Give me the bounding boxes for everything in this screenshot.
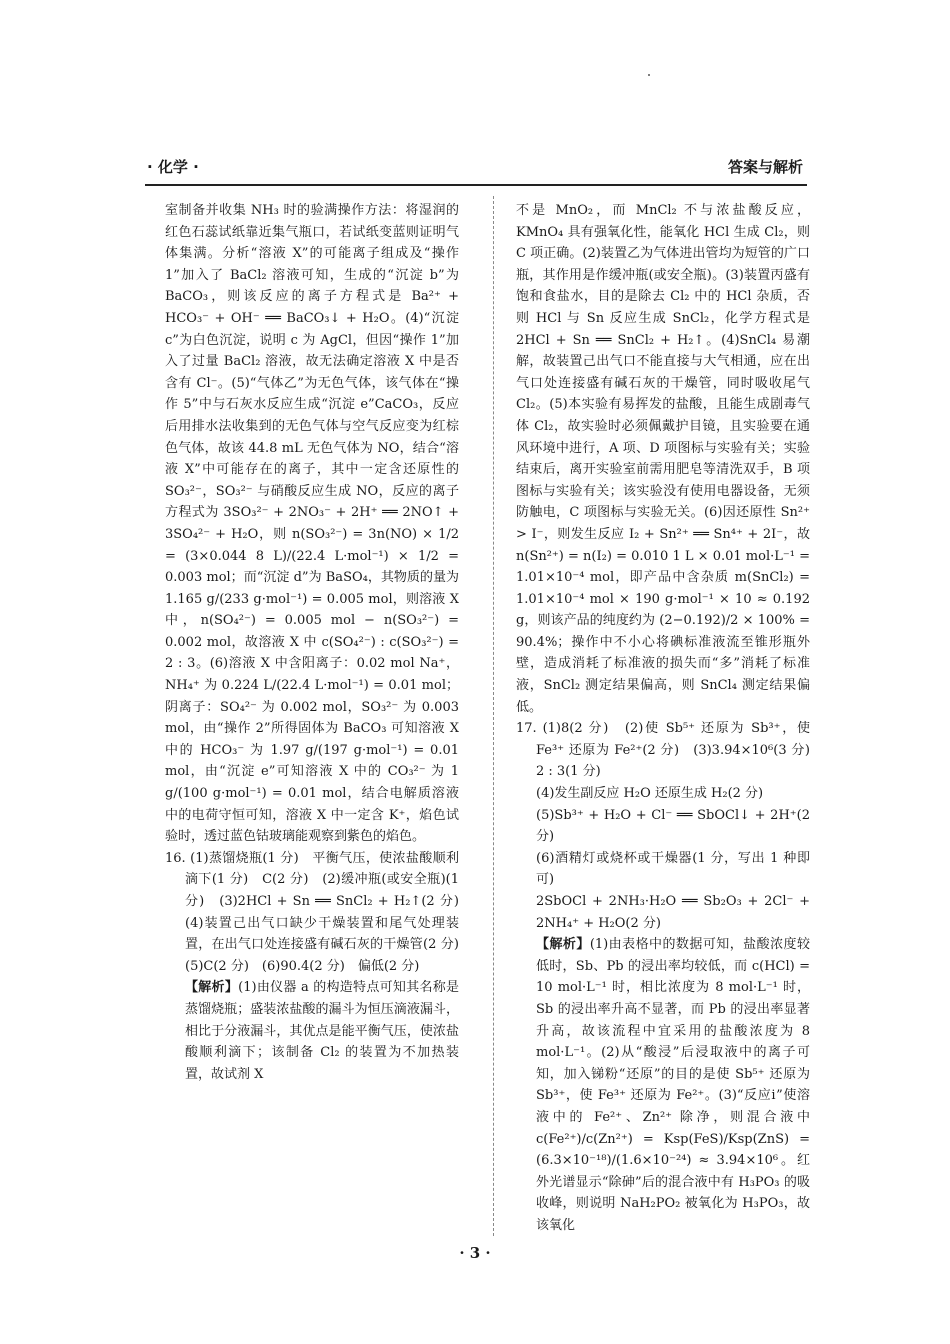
paragraph-q17-answer: 17. (1)8(2 分) (2)使 Sb⁵⁺ 还原为 Sb³⁺，使 Fe³⁺ 还原为 Fe²⁺(2 分) (3)3.94×10⁶(3 分) 2 : 3(1 分) [516, 721, 824, 780]
header-subject: · 化学 · [147, 158, 199, 176]
header-rule [145, 184, 807, 186]
paragraph-q17-equation: 2SbOCl + 2NH₃·H₂O ══ Sb₂O₃ + 2Cl⁻ + 2NH₄⁺ + H₂O(2 分) [536, 894, 810, 931]
paragraph-q17-answer-5: (5)Sb³⁺ + H₂O + Cl⁻ ══ SbOCl↓ + 2H⁺(2 分) [536, 807, 810, 845]
left-column [165, 200, 473, 1085]
paragraph-q17-answer-6: (6)酒精灯或烧杯或干燥器(1 分，写出 1 种即可) [536, 850, 810, 888]
paragraph-q16-answer: 16. (1)蒸馏烧瓶(1 分) 平衡气压，使浓盐酸顺利滴下(1 分) C(2 分) (2)缓冲瓶(或安全瓶)(1 分) (3)2HCl + Sn ══ SnCl₂ + H₂↑(2 分) (4)装置己出气口缺少干燥装置和尾气处理装置，在出气口处连接盛有碱石灰的干燥管(2 分) (5)C(2 分) (6)90.4(2 分) 偏低(2 分) [165, 850, 473, 974]
analysis-label: 【解析】 [536, 937, 590, 953]
scan-dot [648, 74, 650, 76]
paragraph-q17-analysis [516, 934, 810, 1236]
paragraph-q16-analysis-continued: 不是 MnO₂，而 MnCl₂ 不与浓盐酸反应，KMnO₄ 具有强氧化性，能氧化 HCl 生成 Cl₂，则 C 项正确。(2)装置乙为气体进出管均为短管的广口瓶，其作用是作缓冲瓶(或安全瓶)。(3)装置丙盛有饱和食盐水，目的是除去 Cl₂ 中的 HCl 杂质，否则 HCl 与 Sn 反应生成 SnCl₂，化学方程式是 2HCl + Sn ══ SnCl₂ + H₂↑。(4)SnCl₄ 易潮解，故装置己出气口不能直接与大气相通，应在出气口处连接盛有碱石灰的干燥管，同时吸收尾气 Cl₂。(5)本实验有易挥发的盐酸，且能生成剧毒气体 Cl₂，故实验时必须佩戴护目镜，且实验要在通风环境中进行，A 项、D 项图标与实验有关；实验结束后，离开实验室前需用肥皂等清洗双手，B 项图标与实验有关；该实验没有使用电器设备，无须防触电，C 项图标与实验无关。(6)因还原性 Sn²⁺ > I⁻，则发生反应 I₂ + Sn²⁺ ══ Sn⁴⁺ + 2I⁻，故 n(Sn²⁺) = n(I₂) = 0.010 1 L × 0.01 mol·L⁻¹ = 1.01×10⁻⁴ mol，即产品中含杂质 m(SnCl₂) = 1.01×10⁻⁴ mol × 190 g·mol⁻¹ × 10 ≈ 0.192 g，则该产品的纯度约为 (2−0.192)/2 × 100% = 90.4%；操作中不小心将碘标准液流至锥形瓶外壁，造成消耗了标准液的损失而“多”消耗了标准液，SnCl₂ 测定结果偏高，则 SnCl₄ 测定结果偏低。 [516, 203, 810, 715]
analysis-text: (1)由仪器 a 的构造特点可知其名称是蒸馏烧瓶；盛装浓盐酸的漏斗为恒压滴液漏斗，相比于分液漏斗，其优点是能平衡气压，使浓盐酸顺利滴下；该制备 Cl₂ 的装置为不加热装置，故试剂 X [185, 980, 459, 1082]
paragraph-q17-answer-4: (4)发生副反应 H₂O 还原生成 H₂(2 分) [536, 786, 764, 802]
page-number: · 3 · [459, 1244, 491, 1262]
right-column [516, 200, 824, 1237]
analysis-label: 【解析】 [185, 980, 239, 996]
paragraph-q16-analysis [165, 977, 459, 1085]
header-title: 答案与解析 [727, 158, 803, 176]
column-divider [493, 196, 494, 1236]
paragraph-q15-continued: 室制备并收集 NH₃ 时的验满操作方法：将湿润的红色石蕊试纸靠近集气瓶口，若试纸变蓝则证明气体集满。分析“溶液 X”的可能离子组成及“操作 1”加入了 BaCl₂ 溶液可知，生成的“沉淀 b”为 BaCO₃，则该反应的离子方程式是 Ba²⁺ + HCO₃⁻ + OH⁻ ══ BaCO₃↓ + H₂O。(4)“沉淀 c”为白色沉淀，说明 c 为 AgCl，但因“操作 1”加入了过量 BaCl₂ 溶液，故无法确定溶液 X 中是否含有 Cl⁻。(5)“气体乙”为无色气体，该气体在“操作 5”中与石灰水反应生成“沉淀 e”CaCO₃，反应后用排水法收集到的无色气体与空气反应变为红棕色气体，故该 44.8 mL 无色气体为 NO，结合“溶液 X”中可能存在的离子，其中一定含还原性的 SO₃²⁻，SO₃²⁻ 与硝酸反应生成 NO，反应的离子方程式为 3SO₃²⁻ + 2NO₃⁻ + 2H⁺ ══ 2NO↑ + 3SO₄²⁻ + H₂O，则 n(SO₃²⁻) = 3n(NO) × 1/2 = (3×0.044 8 L)/(22.4 L·mol⁻¹) × 1/2 = 0.003 mol；而“沉淀 d”为 BaSO₄，其物质的量为 1.165 g/(233 g·mol⁻¹) = 0.005 mol，则溶液 X 中，n(SO₄²⁻) = 0.005 mol − n(SO₃²⁻) = 0.002 mol，故溶液 X 中 c(SO₄²⁻) : c(SO₃²⁻) = 2 : 3。(6)溶液 X 中含阳离子：0.02 mol Na⁺，NH₄⁺ 为 0.224 L/(22.4 L·mol⁻¹) = 0.01 mol；阴离子：SO₄²⁻ 为 0.002 mol，SO₃²⁻ 为 0.003 mol，由“操作 2”所得固体为 BaCO₃ 可知溶液 X 中的 HCO₃⁻ 为 1.97 g/(197 g·mol⁻¹) = 0.01 mol，由“沉淀 e”可知溶液 X 中的 CO₃²⁻ 为 1 g/(100 g·mol⁻¹) = 0.01 mol，结合电解质溶液中的电荷守恒可知，溶液 X 中一定含 K⁺，焰色试验时，透过蓝色钴玻璃能观察到紫色的焰色。 [165, 203, 459, 845]
analysis-text: (1)由表格中的数据可知，盐酸浓度较低时，Sb、Pb 的浸出率均较低，而 c(HCl) = 10 mol·L⁻¹ 时，相比浓度为 8 mol·L⁻¹ 时，Sb 的浸出率升高不显著，而 Pb 的浸出率显著升高，故该流程中宜采用的盐酸浓度为 8 mol·L⁻¹。(2)从“酸浸”后浸取液中的离子可知，加入锑粉“还原”的目的是使 Sb⁵⁺ 还原为 Sb³⁺，使 Fe³⁺ 还原为 Fe²⁺。(3)“反应ⅰ”使溶液中的 Fe²⁺、Zn²⁺ 除净，则混合液中 c(Fe²⁺)/c(Zn²⁺) = Ksp(FeS)/Ksp(ZnS) = (6.3×10⁻¹⁸)/(1.6×10⁻²⁴) ≈ 3.94×10⁶。红外光谱显示“除砷”后的混合液中有 H₃PO₃ 的吸收峰，则说明 NaH₂PO₂ 被氧化为 H₃PO₃，故该氧化 [536, 937, 810, 1233]
